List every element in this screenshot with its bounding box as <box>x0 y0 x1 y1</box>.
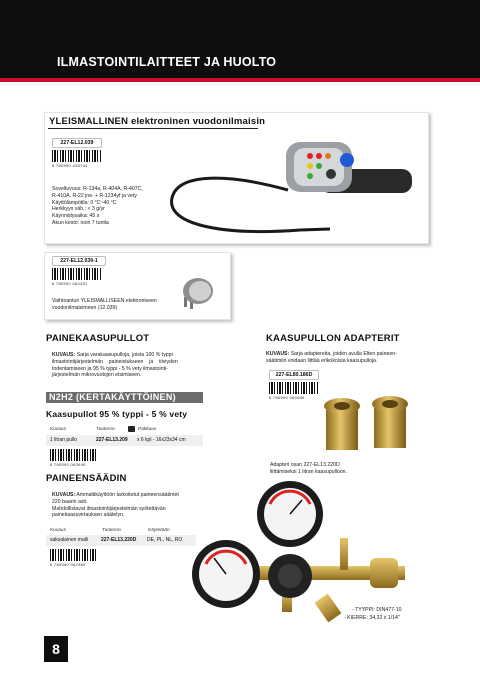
spec-line: Käyttölämpötila: 0 °C~40 °C <box>52 199 117 206</box>
adapter-title: KAASUPULLON ADAPTERIT <box>266 333 400 344</box>
desc-line: Sarja adaptereita, joiden avulla Elten paineen- <box>290 351 397 357</box>
desc-line: Ammattikäyttöön tarkoitetut paineensäätimet <box>76 492 179 498</box>
bottles-subtitle: Kaasupullot 95 % typpi - 5 % vety <box>46 409 188 419</box>
barcode <box>52 268 102 280</box>
barcode-number: 6 780590 063649 <box>50 462 86 467</box>
col-kuvaus: Kuvaus <box>50 528 66 533</box>
package-icon <box>128 426 135 432</box>
row-sku: 227-EL13.209 <box>96 437 128 443</box>
col-pakkaus: Pakkaus <box>138 427 157 432</box>
desc-line: vuodonilmaisimeen (12.039) <box>52 304 118 311</box>
adapter-description <box>266 351 436 365</box>
spec-line: Akun kesto: noin 7 tuntia <box>52 219 109 226</box>
spec-line: Herkkyys väh.: < 3 g/yr <box>52 206 105 213</box>
spec-thread: - KIERRE: 34,32 x 1/14" <box>344 615 400 621</box>
desc-line: Sarja varakaasupulloja, joista 100 % typpi <box>76 352 173 358</box>
barcode-number: 6 780590 064686 <box>269 395 305 400</box>
header-accent-line <box>0 78 480 82</box>
spec-type: - TYYPPI: DIN477-10 <box>352 607 402 613</box>
barcode <box>269 382 319 394</box>
col-kuvaus: Kuvaus <box>50 427 66 432</box>
regulator-title: PAINEENSÄÄDIN <box>46 473 127 484</box>
col-kaytetaan: Käytetään <box>148 528 170 533</box>
note-line: liittämiseksi 1 litran kaasupulloon. <box>270 468 347 475</box>
title-underline <box>48 128 258 129</box>
adapter-note <box>270 462 420 476</box>
regulator-image <box>190 478 420 628</box>
sensor-description <box>52 298 182 312</box>
leak-detector-image <box>160 132 420 240</box>
row-desc: saksalainen malli <box>50 537 89 543</box>
barcode-number: 6 780590 062969 <box>50 562 86 567</box>
page-number: 8 <box>44 636 68 662</box>
kuvaus-label: KUVAUS: <box>266 351 290 357</box>
row-pack: x 6 kpl - 16x23x34 cm <box>137 437 186 443</box>
col-tuotenro: Tuotenro <box>96 427 115 432</box>
kuvaus-label: KUVAUS: <box>52 492 76 498</box>
n2h2-banner: N2H2 (KERTAKÄYTTÖINEN) <box>46 392 203 403</box>
desc-line: järjestelmän mikrovuotojen etsimiseen. <box>52 372 142 379</box>
barcode <box>50 549 96 561</box>
row-use: DE, PL, NL, RO <box>147 537 183 543</box>
barcode <box>50 449 96 461</box>
barcode-number: 6 780590 428744 <box>52 163 88 168</box>
sku-badge: 227-EL80.186D <box>269 370 319 380</box>
sensor-image <box>180 277 216 309</box>
sku-badge: 227-EL12.039 <box>52 138 102 148</box>
desc-line: painekaasuvirtauksen säätelyn. <box>52 512 125 519</box>
regulator-description <box>52 492 212 519</box>
desc-line: 220 baarin asti. <box>52 498 88 505</box>
note-line: Adapteri osan 227-EL13.220D <box>270 462 340 468</box>
spec-line: Soveltuvuus: R-134a, R-404A, R-407C, <box>52 186 143 192</box>
pressure-bottles-title: PAINEKAASUPULLOT <box>46 333 150 344</box>
pressure-bottles-description <box>52 352 212 379</box>
page-title: ILMASTOINTILAITTEET JA HUOLTO <box>57 55 277 69</box>
desc-line: Mahdollistavat ilmastointijärjestelmän syötettävän <box>52 505 166 512</box>
adapter-image <box>320 392 416 454</box>
col-tuotenro: Tuotenro <box>102 528 121 533</box>
desc-line: ilmastointijärjestelmän paineistukseen ja tiiviyden <box>52 358 178 365</box>
desc-line: todentamiseen ja 95 % typpi - 5 % vety ilmastointi- <box>52 365 168 372</box>
desc-line: Vaihtoanturi YLEISMALLISEEN elektroniseen <box>52 298 157 304</box>
table-row <box>46 535 196 546</box>
sku-badge: 227-EL12.039-1 <box>52 256 106 266</box>
spec-line: R-410A, R-22 jne. + R-1234yf ja vety <box>52 192 137 199</box>
table-row <box>46 435 203 446</box>
barcode <box>52 150 102 162</box>
barcode-number: 6 780590 064451 <box>52 281 88 286</box>
leak-detector-title: YLEISMALLINEN elektroninen vuodonilmaisin <box>49 116 266 127</box>
kuvaus-label: KUVAUS: <box>52 352 76 358</box>
row-sku: 227-EL13.220D <box>101 537 137 543</box>
spec-line: Käynnistysaika: 45 s <box>52 213 100 220</box>
row-desc: 1 litran pullo <box>50 437 77 443</box>
desc-line: säätimiin voidaan liittää erikokoisia kaasupulloja. <box>266 357 378 364</box>
